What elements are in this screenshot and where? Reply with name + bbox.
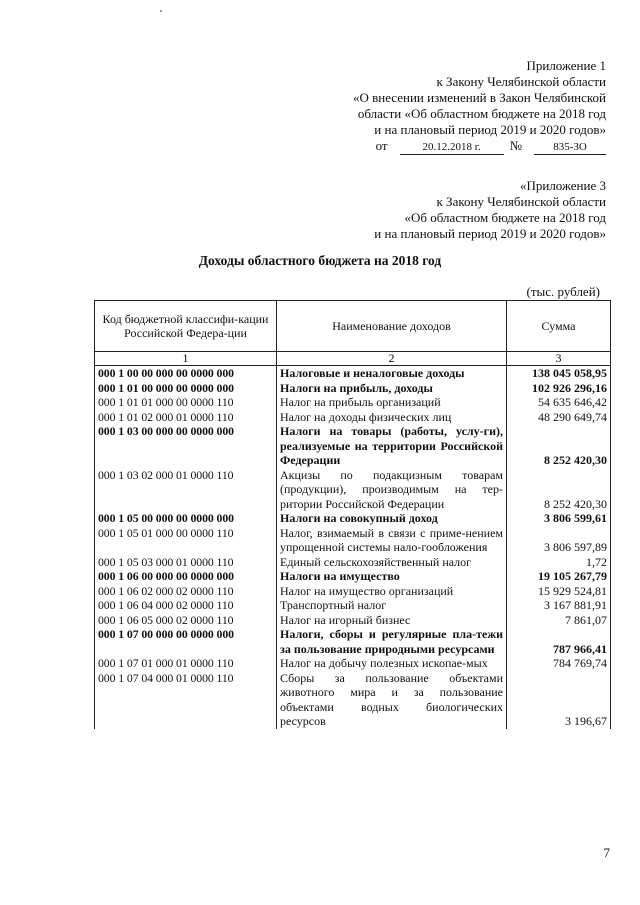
table-row — [95, 468, 611, 512]
appendix3-line: и на плановый период 2019 и 2020 годов» — [374, 226, 606, 241]
name-cell: Акцизы по подакцизным товарам (продукции), производимым на тер-ритории Российской Федерации — [277, 468, 507, 512]
code-cell: 000 1 05 00 000 00 0000 000 — [95, 511, 277, 526]
code-cell: 000 1 01 00 000 00 0000 000 — [95, 381, 277, 396]
appendix3-line: «Приложение 3 — [519, 178, 606, 193]
col-number: 2 — [277, 352, 507, 366]
code-cell: 000 1 06 02 000 02 0000 110 — [95, 584, 277, 599]
name-cell: Единый сельскохозяйственный налог — [277, 555, 507, 570]
table-row — [95, 511, 611, 526]
code-cell: 000 1 01 02 000 01 0000 110 — [95, 410, 277, 425]
table-row — [95, 410, 611, 425]
table-row — [95, 526, 611, 555]
name-cell: Налог, взимаемый в связи с приме-нением упрощенной системы нало-гообложения — [277, 526, 507, 555]
name-cell: Налоги, сборы и регулярные пла-тежи за пользование природными ресурсами — [277, 627, 507, 656]
code-cell: 000 1 06 05 000 02 0000 110 — [95, 613, 277, 628]
code-cell: 000 1 07 00 000 00 0000 000 — [95, 627, 277, 656]
approval-line: к Закону Челябинской области — [436, 74, 606, 89]
name-cell: Налоги на товары (работы, услу-ги), реализуемые на территории Российской Федерации — [277, 424, 507, 468]
header-amount: Сумма — [507, 301, 611, 352]
header-code: Код бюджетной классифи-кации Российской Федера-ции — [95, 301, 277, 352]
amount-cell: 7 861,07 — [507, 613, 611, 628]
header-name: Наименование доходов — [277, 301, 507, 352]
amount-cell: 8 252 420,30 — [507, 468, 611, 512]
amount-cell: 3 806 597,89 — [507, 526, 611, 555]
name-cell: Сборы за пользование объектами животного мира и за пользование объектами водных биологических ресурсов — [277, 671, 507, 729]
approval-date-number-row — [286, 138, 606, 155]
appendix3-header — [286, 178, 606, 242]
name-cell: Налоги на прибыль, доходы — [277, 381, 507, 396]
name-cell: Налог на доходы физических лиц — [277, 410, 507, 425]
from-label: от — [375, 138, 388, 153]
amount-cell: 787 966,41 — [507, 627, 611, 656]
approval-header — [286, 58, 606, 155]
amount-cell: 3 806 599,61 — [507, 511, 611, 526]
table-row — [95, 555, 611, 570]
table-row — [95, 613, 611, 628]
revenue-table — [94, 300, 611, 729]
code-cell: 000 1 06 00 000 00 0000 000 — [95, 569, 277, 584]
appendix3-line: к Закону Челябинской области — [436, 194, 606, 209]
code-cell: 000 1 05 03 000 01 0000 110 — [95, 555, 277, 570]
table-row — [95, 627, 611, 656]
amount-cell: 1,72 — [507, 555, 611, 570]
code-cell: 000 1 07 01 000 01 0000 110 — [95, 656, 277, 671]
document-title: Доходы областного бюджета на 2018 год — [198, 253, 442, 268]
amount-cell: 54 635 646,42 — [507, 395, 611, 410]
col-number: 3 — [507, 352, 611, 366]
code-cell: 000 1 06 04 000 02 0000 110 — [95, 598, 277, 613]
code-cell: 000 1 05 01 000 00 0000 110 — [95, 526, 277, 555]
amount-cell: 784 769,74 — [507, 656, 611, 671]
code-cell: 000 1 01 01 000 00 0000 110 — [95, 395, 277, 410]
approval-line: и на плановый период 2019 и 2020 годов» — [374, 122, 606, 137]
table-row — [95, 671, 611, 729]
name-cell: Налог на добычу полезных ископае-мых — [277, 656, 507, 671]
amount-cell: 15 929 524,81 — [507, 584, 611, 599]
amount-cell: 138 045 058,95 — [507, 366, 611, 381]
table-row — [95, 381, 611, 396]
page-number: 7 — [603, 845, 610, 860]
table-row — [95, 569, 611, 584]
name-cell: Налоговые и неналоговые доходы — [277, 366, 507, 381]
amount-cell: 3 196,67 — [507, 671, 611, 729]
amount-cell: 8 252 420,30 — [507, 424, 611, 468]
amount-cell: 3 167 881,91 — [507, 598, 611, 613]
col-number: 1 — [95, 352, 277, 366]
approval-date: 20.12.2018 г. — [400, 141, 504, 155]
scan-speck — [160, 10, 162, 12]
approval-line: области «Об областном бюджете на 2018 год — [357, 106, 606, 121]
name-cell: Налоги на имущество — [277, 569, 507, 584]
name-cell: Налог на прибыль организаций — [277, 395, 507, 410]
name-cell: Налоги на совокупный доход — [277, 511, 507, 526]
table-row — [95, 395, 611, 410]
approval-line: Приложение 1 — [526, 58, 606, 73]
name-cell: Налог на игорный бизнес — [277, 613, 507, 628]
table-row — [95, 584, 611, 599]
appendix3-line: «Об областном бюджете на 2018 год — [404, 210, 606, 225]
amount-cell: 102 926 296,16 — [507, 381, 611, 396]
approval-line: «О внесении изменений в Закон Челябинской — [352, 90, 606, 105]
table-row — [95, 656, 611, 671]
code-cell: 000 1 03 02 000 01 0000 110 — [95, 468, 277, 512]
name-cell: Налог на имущество организаций — [277, 584, 507, 599]
code-cell: 000 1 03 00 000 00 0000 000 — [95, 424, 277, 468]
amount-cell: 48 290 649,74 — [507, 410, 611, 425]
name-cell: Транспортный налог — [277, 598, 507, 613]
table-row — [95, 598, 611, 613]
amount-cell: 19 105 267,79 — [507, 569, 611, 584]
units-label: (тыс. рублей) — [526, 284, 600, 299]
number-label: № — [509, 138, 522, 153]
approval-number: 835-ЗО — [534, 141, 606, 155]
code-cell: 000 1 00 00 000 00 0000 000 — [95, 366, 277, 381]
table-row — [95, 424, 611, 468]
code-cell: 000 1 07 04 000 01 0000 110 — [95, 671, 277, 729]
table-row — [95, 366, 611, 381]
